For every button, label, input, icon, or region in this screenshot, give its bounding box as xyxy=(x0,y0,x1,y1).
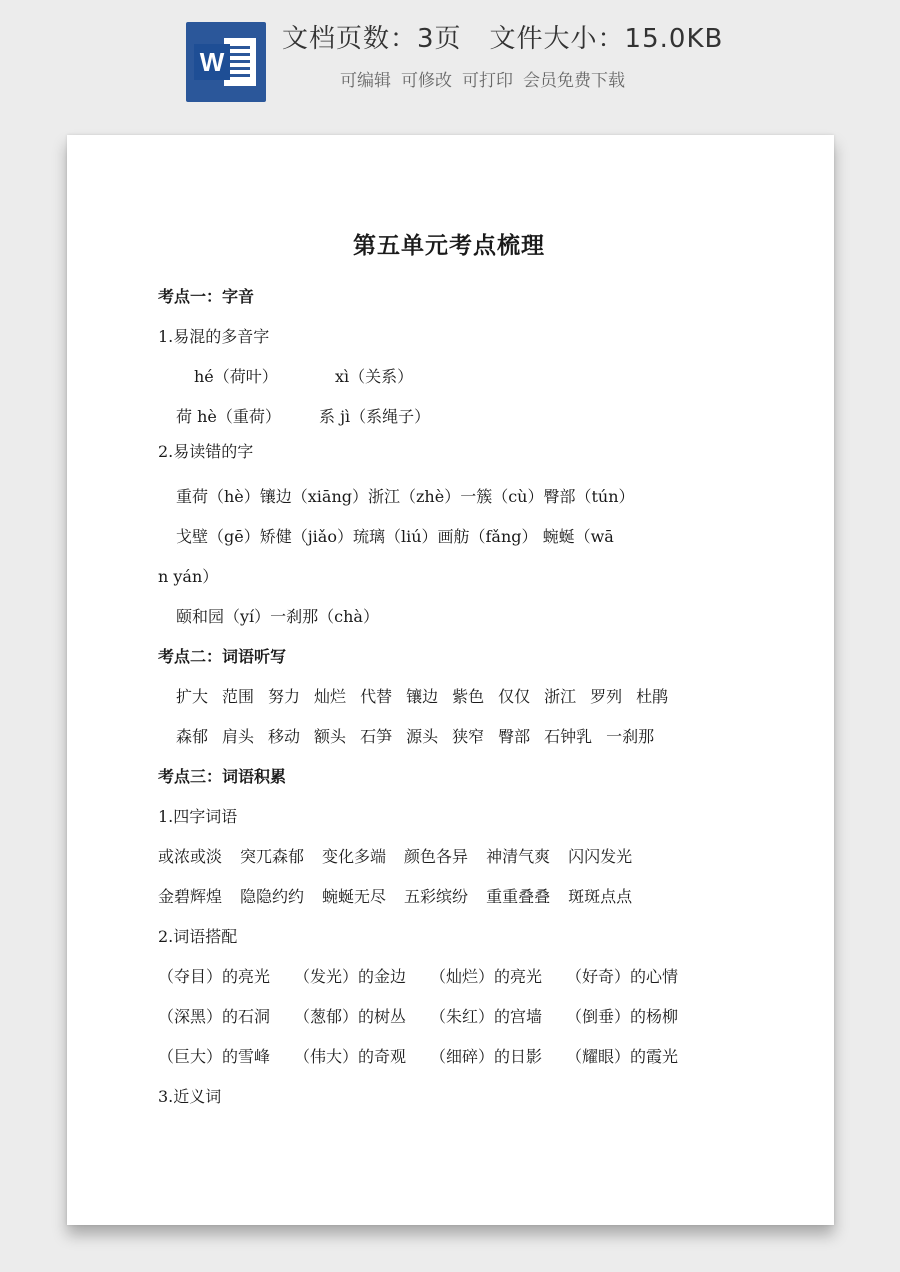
permissions xyxy=(340,66,625,91)
page-count: 文档页数：3页 xyxy=(282,24,462,54)
word: 罗列 xyxy=(590,687,623,706)
word: 额头 xyxy=(314,727,347,746)
subheading: 2.词语搭配 xyxy=(158,927,238,946)
idiom: 斑斑点点 xyxy=(568,887,633,906)
perm-editable: 可编辑 xyxy=(340,71,391,91)
idiom-row xyxy=(158,845,632,869)
pinyin-item: hé（荷叶） xyxy=(194,367,278,386)
idiom: 重重叠叠 xyxy=(486,887,551,906)
perm-member-download: 会员免费下载 xyxy=(523,71,625,91)
word: 仅仅 xyxy=(498,687,531,706)
word: 石笋 xyxy=(360,727,393,746)
file-size: 文件大小：15.0KB xyxy=(489,24,724,54)
word: 扩大 xyxy=(176,687,209,706)
collocation: （灿烂）的亮光 xyxy=(430,967,543,986)
pinyin-item: xì（关系） xyxy=(335,367,414,386)
collocation: （伟大）的奇观 xyxy=(294,1047,407,1066)
idiom: 突兀森郁 xyxy=(240,847,305,866)
word: 范围 xyxy=(222,687,255,706)
section-heading: 考点一：字音 xyxy=(158,287,255,306)
document-page xyxy=(67,135,834,1225)
collocation: （发光）的金边 xyxy=(294,967,407,986)
collocation: （细碎）的日影 xyxy=(430,1047,543,1066)
word: 努力 xyxy=(268,687,301,706)
idiom: 变化多端 xyxy=(322,847,387,866)
collocation: （巨大）的雪峰 xyxy=(158,1047,271,1066)
word: 肩头 xyxy=(222,727,255,746)
collocation: （夺目）的亮光 xyxy=(158,967,271,986)
pinyin-row: 重荷（hè）镶边（xiāng）浙江（zhè）一簇（cù）臀部（tún） xyxy=(176,487,635,506)
word: 森郁 xyxy=(176,727,209,746)
collocation-row xyxy=(158,1005,678,1029)
idiom: 蜿蜒无尽 xyxy=(322,887,387,906)
word: 代替 xyxy=(360,687,393,706)
collocation: （深黑）的石洞 xyxy=(158,1007,271,1026)
word: 石钟乳 xyxy=(544,727,593,746)
collocation: （朱红）的宫墙 xyxy=(430,1007,543,1026)
collocation: （葱郁）的树丛 xyxy=(294,1007,407,1026)
section-heading: 考点三：词语积累 xyxy=(158,767,287,786)
pinyin-row: 颐和园（yí）一刹那（chà） xyxy=(176,607,379,626)
word: 源头 xyxy=(406,727,439,746)
section-heading: 考点二：词语听写 xyxy=(158,647,287,666)
collocation-row xyxy=(158,965,678,989)
collocation-row xyxy=(158,1045,678,1069)
subheading: 3.近义词 xyxy=(158,1087,222,1106)
word-document-icon: W xyxy=(186,22,266,102)
perm-modifiable: 可修改 xyxy=(401,71,452,91)
word: 狭窄 xyxy=(452,727,485,746)
word: 镶边 xyxy=(406,687,439,706)
word: 灿烂 xyxy=(314,687,347,706)
collocation: （耀眼）的霞光 xyxy=(566,1047,679,1066)
idiom-row xyxy=(158,885,632,909)
word: 紫色 xyxy=(452,687,485,706)
pinyin-item: 系 jì（系绳子） xyxy=(319,407,431,426)
pinyin-row: 戈壁（gē）矫健（jiǎo）琉璃（liú）画舫（fǎng） 蜿蜒（wā xyxy=(176,527,614,546)
idiom: 颜色各异 xyxy=(404,847,469,866)
idiom: 金碧辉煌 xyxy=(158,887,223,906)
idiom: 闪闪发光 xyxy=(568,847,633,866)
word: 杜鹃 xyxy=(636,687,669,706)
word: 一刹那 xyxy=(606,727,655,746)
word-row xyxy=(176,725,654,749)
idiom: 神清气爽 xyxy=(486,847,551,866)
perm-printable: 可打印 xyxy=(462,71,513,91)
idiom: 或浓或淡 xyxy=(158,847,223,866)
file-info-header xyxy=(0,0,900,120)
pinyin-row: n yán） xyxy=(158,567,219,586)
collocation: （好奇）的心情 xyxy=(566,967,679,986)
idiom: 五彩缤纷 xyxy=(404,887,469,906)
collocation: （倒垂）的杨柳 xyxy=(566,1007,679,1026)
idiom: 隐隐约约 xyxy=(240,887,305,906)
word: 臀部 xyxy=(498,727,531,746)
page-title: 第五单元考点梳理 xyxy=(353,232,545,259)
subheading: 2.易读错的字 xyxy=(158,442,254,461)
word: 浙江 xyxy=(544,687,577,706)
word-row xyxy=(176,685,668,709)
subheading: 1.易混的多音字 xyxy=(158,327,270,346)
file-meta xyxy=(282,18,723,55)
pinyin-item: 荷 hè（重荷） xyxy=(176,407,281,426)
word: 移动 xyxy=(268,727,301,746)
subheading: 1.四字词语 xyxy=(158,807,238,826)
